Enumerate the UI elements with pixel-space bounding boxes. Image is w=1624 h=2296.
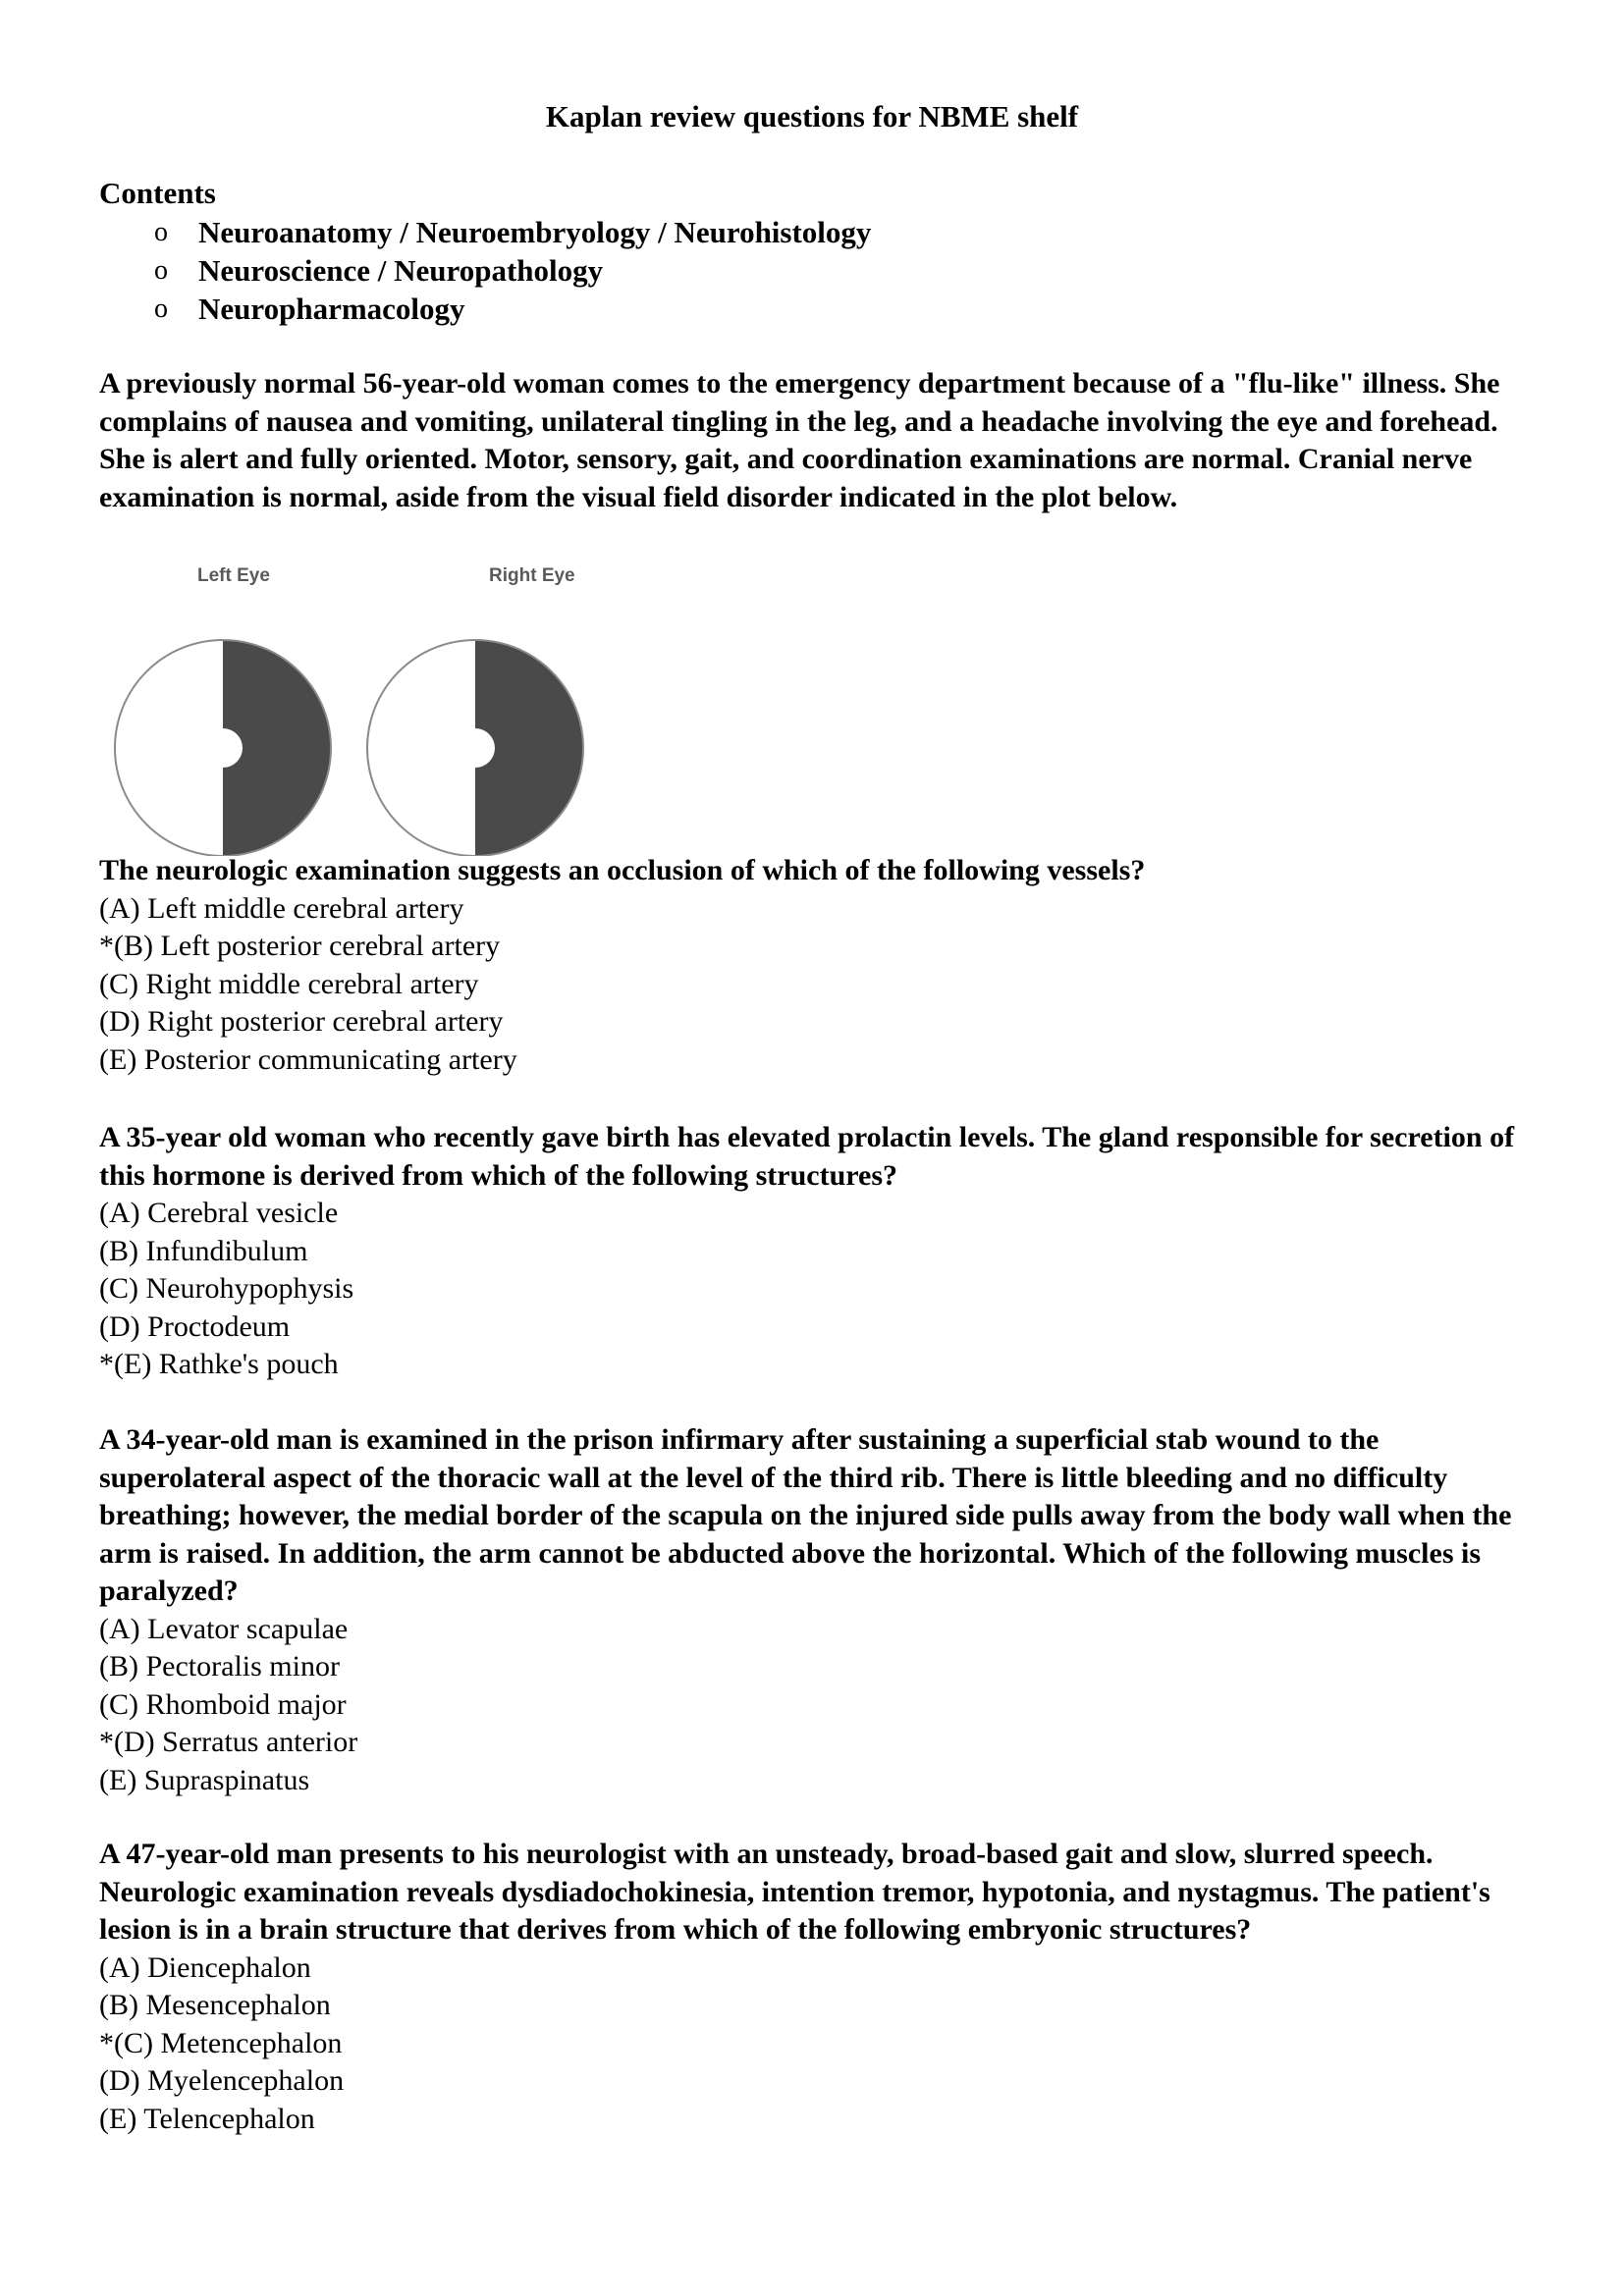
answer-option-correct: *(E) Rathke's pouch xyxy=(99,1348,339,1380)
answer-option: (B) Mesencephalon xyxy=(99,1989,331,2021)
question-stem: A 47-year-old man presents to his neurologist with an unsteady, broad-based gait and slow, slurred speech. Neurologic examination reveals dysdiadochokinesia, intention tremor, hypotonia, and nystagmus. The patient's lesion is in a brain structure that derives from which of the following embryonic structures? xyxy=(99,1838,1490,1946)
answer-option: (C) Right middle cerebral artery xyxy=(99,967,479,1000)
question-3-block xyxy=(99,1421,1543,1799)
question-4-block xyxy=(99,1836,1543,2138)
left-eye-label: Left Eye xyxy=(197,565,270,586)
answer-option: (E) Supraspinatus xyxy=(99,1763,310,1796)
answer-option: (E) Telencephalon xyxy=(99,2102,315,2135)
answer-option: (B) Infundibulum xyxy=(99,1234,308,1267)
answer-option: (A) Left middle cerebral artery xyxy=(99,891,464,925)
left-eye-field-icon xyxy=(115,640,331,856)
answer-options xyxy=(99,1611,1543,1800)
question-1-answer-block xyxy=(99,852,1543,1079)
answer-option-correct: *(C) Metencephalon xyxy=(99,2026,343,2059)
question-1-stem-block xyxy=(99,365,1543,516)
contents-item: o Neuropharmacology xyxy=(154,292,465,326)
visual-field-plot xyxy=(99,561,728,856)
answer-option: (B) Pectoralis minor xyxy=(99,1650,340,1682)
answer-option: (A) Levator scapulae xyxy=(99,1612,349,1645)
answer-option-correct: *(B) Left posterior cerebral artery xyxy=(99,930,501,962)
answer-option: (E) Posterior communicating artery xyxy=(99,1042,517,1076)
question-prompt: The neurologic examination suggests an occlusion of which of the following vessels? xyxy=(99,854,1146,886)
answer-options xyxy=(99,1195,1543,1384)
contents-item: o Neuroscience / Neuropathology xyxy=(154,253,604,288)
answer-options xyxy=(99,1949,1543,2139)
question-stem: A 35-year old woman who recently gave birth has elevated prolactin levels. The gland responsible for secretion of this hormone is derived from which of the following structures? xyxy=(99,1121,1515,1192)
hollow-bullet-icon: o xyxy=(154,255,168,286)
question-stem: A 34-year-old man is examined in the prison infirmary after sustaining a superficial stab wound to the superolateral aspect of the thoracic wall at the level of the third rib. There is little bleeding and no difficulty breathing; however, the medial border of the scapula on the injured side pulls away from the body wall when the arm is raised. In addition, the arm cannot be abducted above the horizontal. Which of the following muscles is paralyzed? xyxy=(99,1423,1512,1607)
answer-option: (A) Diencephalon xyxy=(99,1950,311,1984)
right-eye-label: Right Eye xyxy=(489,565,575,586)
answer-option: (D) Proctodeum xyxy=(99,1309,291,1343)
question-stem: A previously normal 56-year-old woman comes to the emergency department because of a "flu-like" illness. She complains of nausea and vomiting, unilateral tingling in the leg, and a headache involving the eye and forehead. She is alert and fully oriented. Motor, sensory, gait, and coordination examinations are normal. Cranial nerve examination is normal, aside from the visual field disorder indicated in the plot below. xyxy=(99,367,1500,513)
contents-list xyxy=(99,213,871,328)
right-eye-field-icon xyxy=(367,640,583,856)
document-title: Kaplan review questions for NBME shelf xyxy=(545,99,1079,133)
answer-option: (D) Right posterior cerebral artery xyxy=(99,1005,504,1038)
question-2-block xyxy=(99,1119,1543,1384)
answer-options xyxy=(99,890,1543,1080)
contents-item: o Neuroanatomy / Neuroembryology / Neurohistology xyxy=(154,215,872,249)
answer-option: (A) Cerebral vesicle xyxy=(99,1197,339,1229)
hollow-bullet-icon: o xyxy=(154,294,168,324)
hollow-bullet-icon: o xyxy=(154,217,168,247)
visual-field-figure xyxy=(99,561,728,856)
answer-option: (C) Rhomboid major xyxy=(99,1687,347,1721)
answer-option: (D) Myelencephalon xyxy=(99,2064,345,2097)
contents-heading: Contents xyxy=(99,176,216,210)
answer-option: (C) Neurohypophysis xyxy=(99,1272,354,1305)
answer-option-correct: *(D) Serratus anterior xyxy=(99,1726,358,1758)
